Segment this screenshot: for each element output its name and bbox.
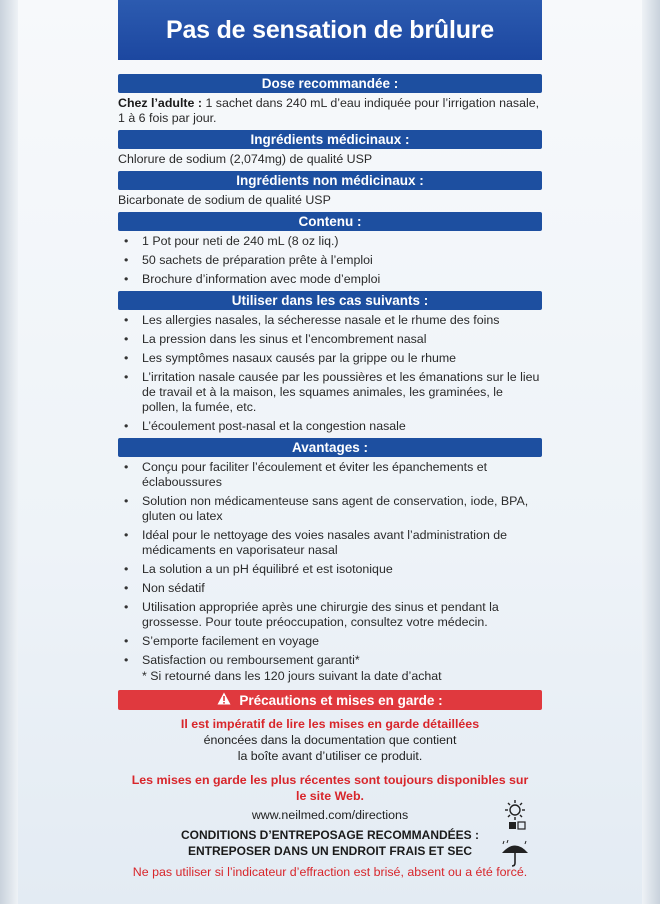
dose-value: 1 sachet dans 240 mL d’eau indiquée pour l’irrigation nasale, 1 à 6 fois par jour. [118,96,540,125]
tamper-warning: Ne pas utiliser si l’indicateur d’effraction est brisé, absent ou a été forcé. [132,865,528,879]
warnings-header [118,690,542,710]
list-item: • L’écoulement post-nasal et la congestion nasale [118,419,542,434]
contents-list [118,234,542,287]
list-item: • La solution a un pH équilibré et est isotonique [118,562,542,577]
box-edge-right [642,0,660,904]
contents-header: Contenu : [118,212,542,231]
dose-header: Dose recommandée : [118,74,542,93]
list-item: • 1 Pot pour neti de 240 mL (8 oz liq.) [118,234,542,249]
storage-title: CONDITIONS D’ENTREPOSAGE RECOMMANDÉES : [180,828,480,842]
directions-url[interactable]: www.neilmed.com/directions [251,808,409,822]
dose-text [118,93,542,128]
list-item: • Les allergies nasales, la sécheresse nasale et le rhume des foins [118,313,542,328]
guarantee-note: * Si retourné dans les 120 jours suivant la date d’achat [142,669,442,683]
uses-header: Utiliser dans les cas suivants : [118,291,542,310]
list-item: • La pression dans les sinus et l’encombrement nasal [118,332,542,347]
non-medicinal-header: Ingrédients non médicinaux : [118,171,542,190]
warning-line-3: la boîte avant d’utiliser ce produit. [237,749,423,763]
sun-heat-icon [500,800,534,835]
list-item: • Brochure d’information avec mode d’emploi [118,272,542,287]
label-content [118,72,542,879]
banner-title: Pas de sensation de brûlure [165,15,495,44]
warnings-block [118,710,542,859]
list-item: • Conçu pour faciliter l’écoulement et éviter les épanchements et éclaboussures [118,460,542,490]
list-item: • Idéal pour le nettoyage des voies nasales avant l’administration de médicaments en vaporisateur nasal [118,528,542,558]
list-item: • Utilisation appropriée après une chirurgie des sinus et pendant la grossesse. Pour toute préoccupation, consultez votre médecin. [118,600,542,630]
list-item: • Les symptômes nasaux causés par la grippe ou le rhume [118,351,542,366]
advantages-list [118,460,542,668]
list-item: • S’emporte facilement en voyage [118,634,542,649]
advantages-header: Avantages : [118,438,542,457]
medicinal-text: Chlorure de sodium (2,074mg) de qualité USP [118,152,373,166]
uses-list [118,313,542,434]
warning-web-note: Les mises en garde les plus récentes sont toujours disponibles sur le site Web. [131,773,529,803]
warning-line-1: Il est impératif de lire les mises en garde détaillées [180,717,480,731]
list-item: • 50 sachets de préparation prête à l’emploi [118,253,542,268]
title-banner [118,0,542,60]
medicinal-header: Ingrédients médicinaux : [118,130,542,149]
storage-text: ENTREPOSER DANS UN ENDROIT FRAIS ET SEC [187,844,473,858]
warnings-header-label: Précautions et mises en garde : [239,692,443,708]
warning-triangle-icon [217,692,231,708]
list-item: • Solution non médicamenteuse sans agent de conservation, iode, BPA, gluten ou latex [118,494,542,524]
list-item: • Non sédatif [118,581,542,596]
box-edge-left [0,0,18,904]
warning-line-2: énoncées dans la documentation que contient [203,733,457,747]
non-medicinal-text: Bicarbonate de sodium de qualité USP [118,193,331,207]
umbrella-icon [500,840,530,873]
list-item: • Satisfaction ou remboursement garanti* [118,653,542,668]
list-item: • L’irritation nasale causée par les poussières et les émanations sur le lieu de travail et à la maison, les squames animales, les graminées, le pollen, la fumée, etc. [118,370,542,415]
dose-label: Chez l’adulte : [118,96,202,110]
